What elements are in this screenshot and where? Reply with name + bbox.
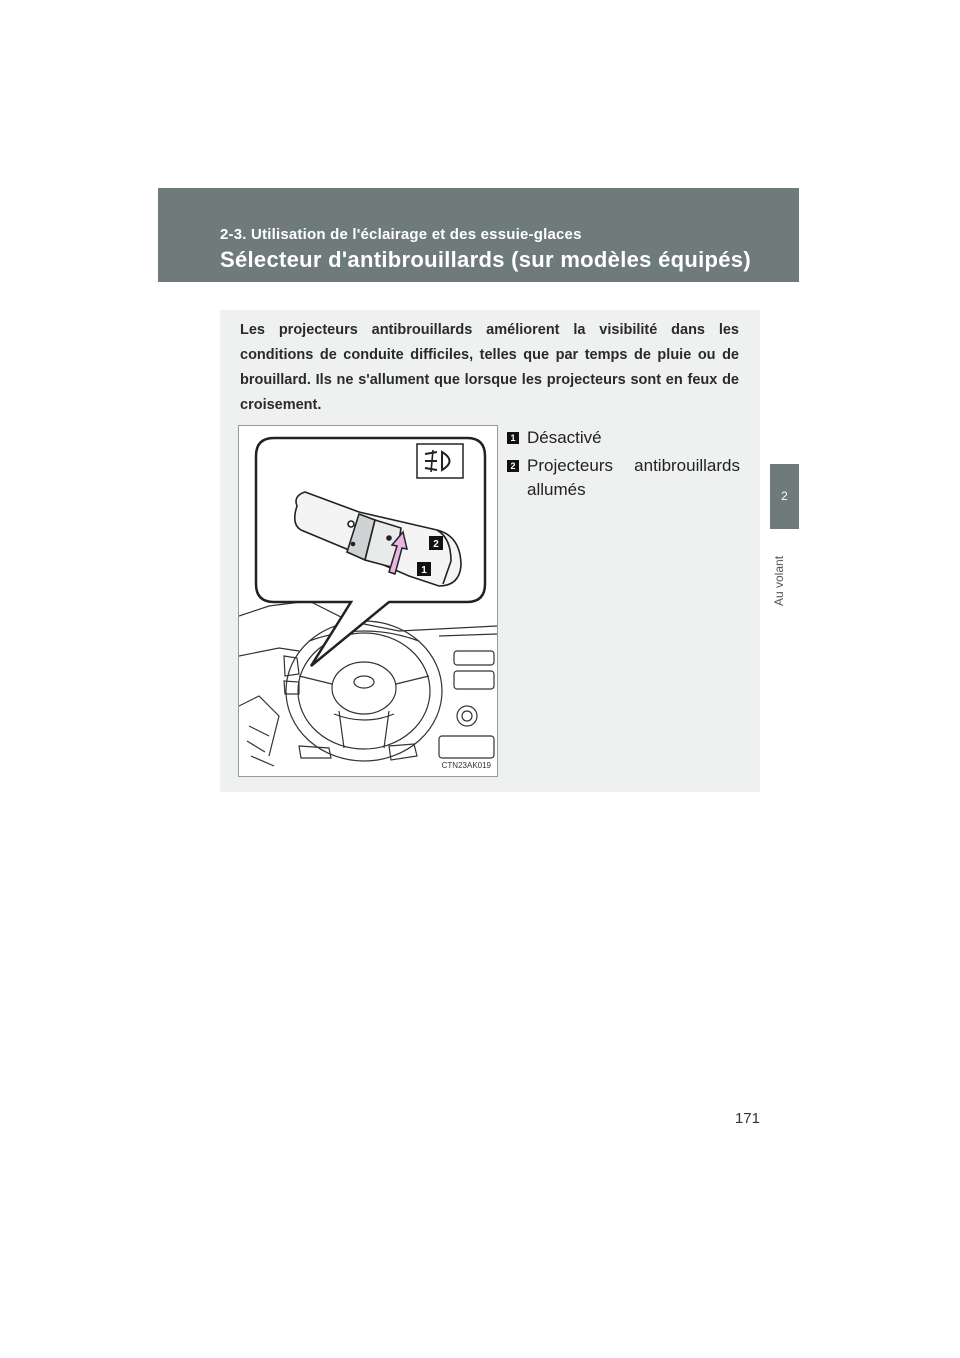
callout-1: 1	[421, 565, 427, 576]
chapter-tab: 2	[770, 464, 799, 529]
intro-paragraph: Les projecteurs antibrouillards améliorent la visibilité dans les conditions de conduite difficiles, telles que par temps de pluie ou de brouillard. Ils ne s'allument que lorsque les projecteurs sont en feux de croisement.	[240, 322, 739, 413]
dashboard-drawing	[239, 601, 497, 766]
legend-text-2: Projecteurs antibrouillards allumés	[527, 456, 740, 499]
chapter-header	[158, 188, 799, 282]
front-fog-light-icon	[417, 444, 463, 478]
legend-number-2: 2	[507, 460, 519, 472]
page-title: Sélecteur d'antibrouillards (sur modèles équipés)	[220, 247, 751, 272]
legend-item-1	[507, 426, 740, 450]
legend-number-1: 1	[507, 432, 519, 444]
illustration-drawing	[239, 426, 497, 776]
chapter-label: Au volant	[772, 555, 786, 606]
content-panel	[220, 310, 760, 792]
callout-2: 2	[433, 539, 439, 550]
illustration-code: CTN23AK019	[441, 761, 491, 770]
legend-text-1: Désactivé	[527, 428, 602, 447]
legend-item-2	[507, 454, 740, 502]
fog-light-switch-illustration	[238, 425, 498, 777]
section-title: 2-3. Utilisation de l'éclairage et des essuie-glaces	[220, 226, 582, 243]
page-number: 171	[734, 1110, 760, 1127]
legend-list	[507, 426, 740, 506]
